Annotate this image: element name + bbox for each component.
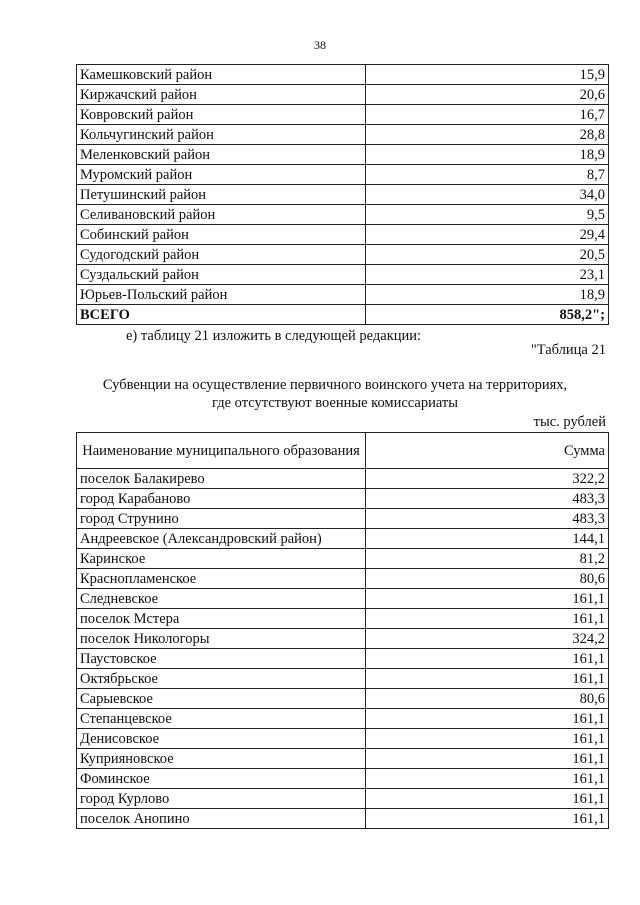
total-row <box>77 305 609 325</box>
table-row <box>77 689 609 709</box>
row-value-cell: 483,3 <box>366 509 609 529</box>
row-name-cell: Селивановский район <box>77 205 366 225</box>
table-row <box>77 145 609 165</box>
table-row <box>77 649 609 669</box>
row-value-cell: 80,6 <box>366 569 609 589</box>
row-name-cell: Суздальский район <box>77 265 366 285</box>
header-sum-cell: Сумма <box>366 433 609 469</box>
row-value-cell: 80,6 <box>366 689 609 709</box>
row-name-cell: Муромский район <box>77 165 366 185</box>
table-row <box>77 609 609 629</box>
table-row <box>77 769 609 789</box>
row-value-cell: 161,1 <box>366 749 609 769</box>
table-row <box>77 225 609 245</box>
table-row <box>77 509 609 529</box>
row-value-cell: 34,0 <box>366 185 609 205</box>
row-value-cell: 81,2 <box>366 549 609 569</box>
row-name-cell: поселок Никологоры <box>77 629 366 649</box>
row-name-cell: Ковровский район <box>77 105 366 125</box>
title-line-2: где отсутствуют военные комиссариаты <box>211 395 458 411</box>
row-value-cell: 322,2 <box>366 469 609 489</box>
table-row <box>77 85 609 105</box>
row-name-cell: Судогодский район <box>77 245 366 265</box>
table-row <box>77 65 609 85</box>
row-name-cell: Киржачский район <box>77 85 366 105</box>
row-name-cell: город Карабаново <box>77 489 366 509</box>
total-label: ВСЕГО <box>77 305 366 325</box>
row-name-cell: Следневское <box>77 589 366 609</box>
row-value-cell: 161,1 <box>366 609 609 629</box>
row-value-cell: 161,1 <box>366 769 609 789</box>
row-name-cell: Камешковский район <box>77 65 366 85</box>
table-row <box>77 105 609 125</box>
district-table <box>76 64 609 325</box>
row-name-cell: Петушинский район <box>77 185 366 205</box>
table-row <box>77 709 609 729</box>
row-name-cell: Андреевское (Александровский район) <box>77 529 366 549</box>
table-row <box>77 245 609 265</box>
table-row <box>77 125 609 145</box>
row-value-cell: 161,1 <box>366 789 609 809</box>
title-line-1: Субвенции на осуществление первичного воинского учета на территориях, <box>102 377 568 393</box>
table-row <box>77 629 609 649</box>
row-value-cell: 161,1 <box>366 809 609 829</box>
row-name-cell: город Курлово <box>77 789 366 809</box>
row-value-cell: 161,1 <box>366 669 609 689</box>
row-name-cell: Меленковский район <box>77 145 366 165</box>
subvention-table <box>76 432 609 829</box>
row-name-cell: поселок Балакирево <box>77 469 366 489</box>
row-name-cell: Фоминское <box>77 769 366 789</box>
row-name-cell: Собинский район <box>77 225 366 245</box>
row-name-cell: Денисовское <box>77 729 366 749</box>
row-value-cell: 161,1 <box>366 649 609 669</box>
table-row <box>77 549 609 569</box>
row-name-cell: Октябрьское <box>77 669 366 689</box>
table-row <box>77 469 609 489</box>
table-row <box>77 569 609 589</box>
table-row <box>77 729 609 749</box>
row-value-cell: 144,1 <box>366 529 609 549</box>
row-value-cell: 161,1 <box>366 729 609 749</box>
page-number: 38 <box>314 38 326 52</box>
row-name-cell: Краснопламенское <box>77 569 366 589</box>
row-value-cell: 18,9 <box>366 285 609 305</box>
row-value-cell: 324,2 <box>366 629 609 649</box>
row-value-cell: 483,3 <box>366 489 609 509</box>
table-row <box>77 285 609 305</box>
row-value-cell: 161,1 <box>366 589 609 609</box>
row-name-cell: Сарыевское <box>77 689 366 709</box>
table-row <box>77 749 609 769</box>
row-name-cell: Каринское <box>77 549 366 569</box>
row-value-cell: 20,5 <box>366 245 609 265</box>
row-name-cell: город Струнино <box>77 509 366 529</box>
row-value-cell: 18,9 <box>366 145 609 165</box>
unit-label: тыс. рублей <box>533 414 606 430</box>
row-name-cell: поселок Мстера <box>77 609 366 629</box>
row-name-cell: Степанцевское <box>77 709 366 729</box>
table-row <box>77 185 609 205</box>
row-value-cell: 161,1 <box>366 709 609 729</box>
row-value-cell: 8,7 <box>366 165 609 185</box>
row-name-cell: Паустовское <box>77 649 366 669</box>
header-name-cell: Наименование муниципального образования <box>77 433 366 469</box>
total-value: 858,2"; <box>366 305 609 325</box>
row-value-cell: 16,7 <box>366 105 609 125</box>
row-name-cell: поселок Анопино <box>77 809 366 829</box>
table-row <box>77 529 609 549</box>
row-value-cell: 20,6 <box>366 85 609 105</box>
row-name-cell: Кольчугинский район <box>77 125 366 145</box>
table-label: "Таблица 21 <box>530 342 606 358</box>
table-row <box>77 809 609 829</box>
table-header-row <box>77 433 609 469</box>
table-row <box>77 489 609 509</box>
row-value-cell: 23,1 <box>366 265 609 285</box>
row-value-cell: 29,4 <box>366 225 609 245</box>
row-value-cell: 15,9 <box>366 65 609 85</box>
row-value-cell: 28,8 <box>366 125 609 145</box>
table-row <box>77 669 609 689</box>
table-title <box>60 376 610 412</box>
table-row <box>77 265 609 285</box>
row-name-cell: Юрьев-Польский район <box>77 285 366 305</box>
table-row <box>77 789 609 809</box>
table-row <box>77 165 609 185</box>
row-name-cell: Куприяновское <box>77 749 366 769</box>
table-row <box>77 205 609 225</box>
instruction-text: е) таблицу 21 изложить в следующей редакции: <box>126 328 422 344</box>
table-row <box>77 589 609 609</box>
row-value-cell: 9,5 <box>366 205 609 225</box>
